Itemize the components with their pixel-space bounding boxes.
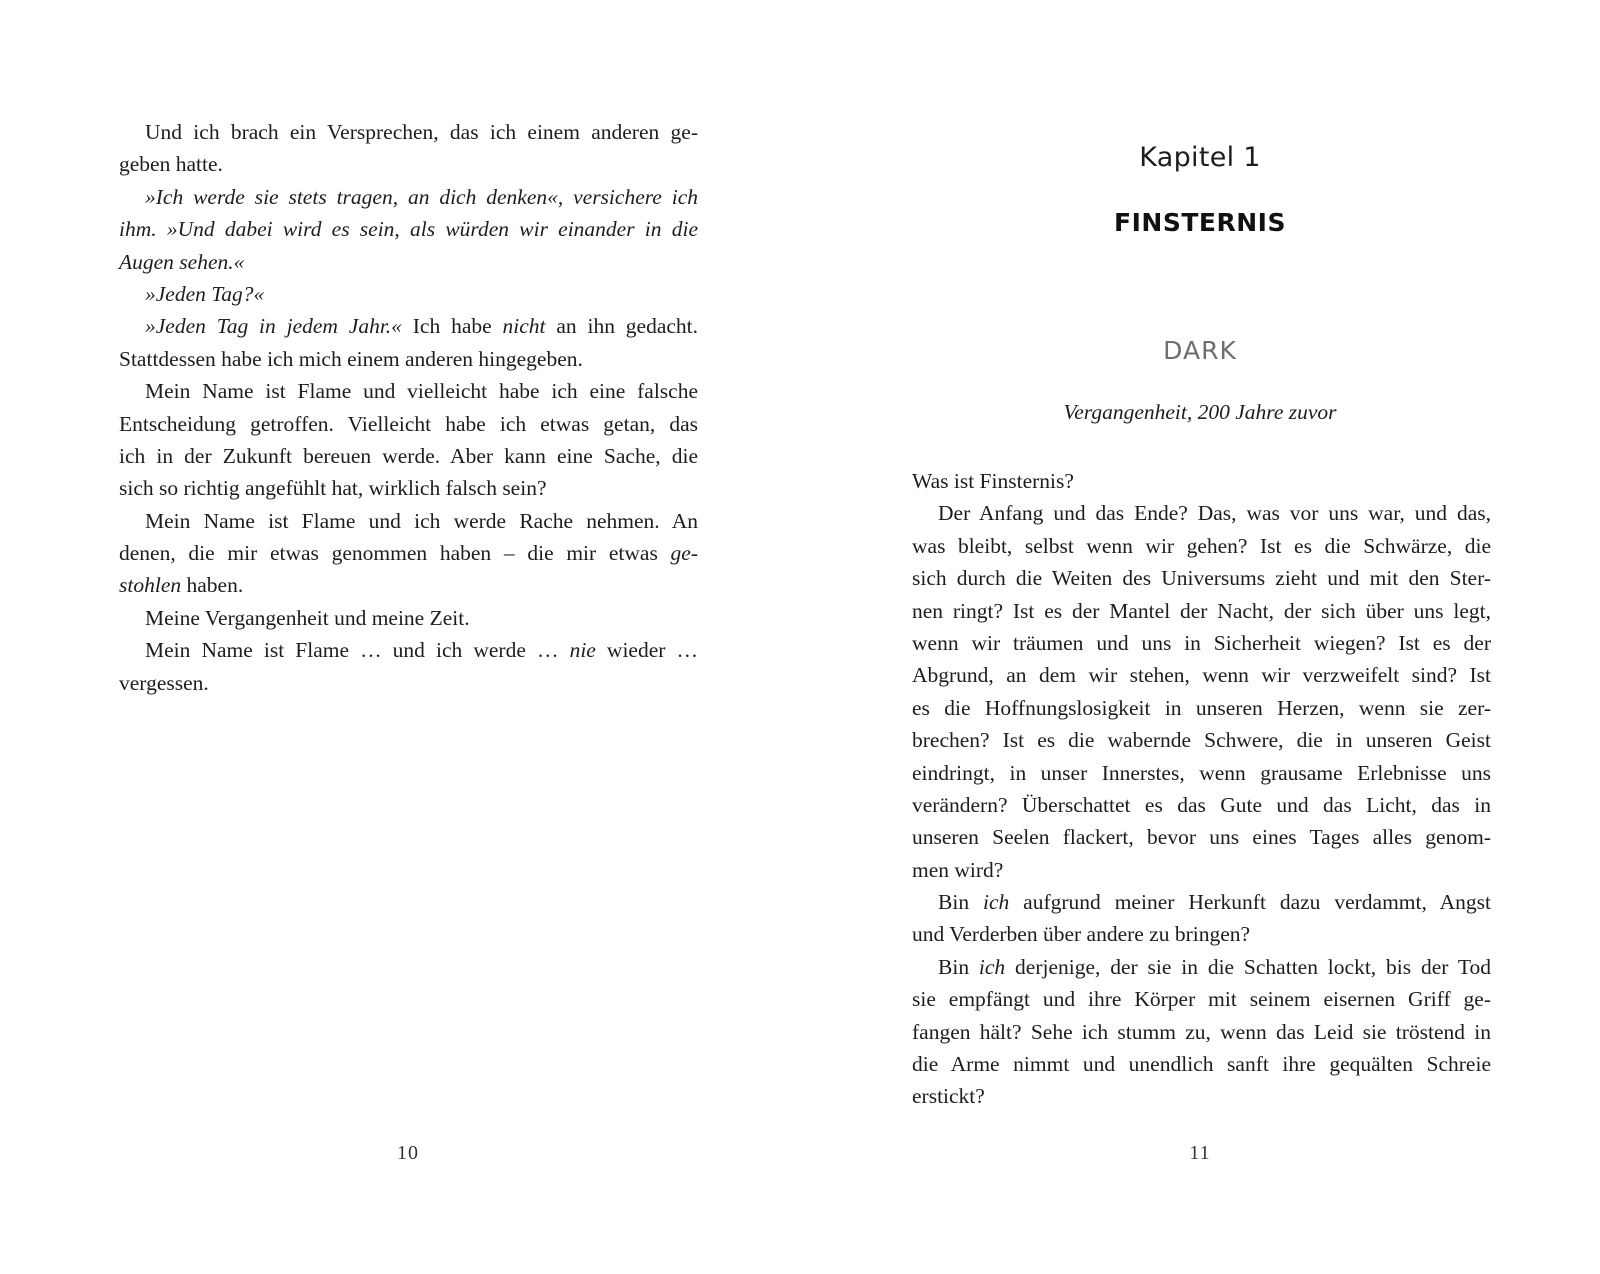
text-segment: sie empfängt und ihre Körper mit seinem eisernen Griff ge- <box>912 987 1491 1012</box>
italic-text-segment: »Jeden Tag in jedem Jahr.« <box>145 314 402 339</box>
text-segment: Mein Name ist Flame und ich werde Rache nehmen. An <box>145 508 698 533</box>
text-line <box>912 951 1491 983</box>
text-segment: nen ringt? Ist es der Mantel der Nacht, der sich über uns legt, <box>912 598 1491 623</box>
text-line <box>119 569 698 601</box>
text-segment: verändern? Überschattet es das Gute und das Licht, das in <box>912 792 1491 817</box>
text-line <box>912 497 1491 529</box>
text-line <box>912 789 1491 821</box>
text-segment: derjenige, der sie in die Schatten lockt, bis der Tod <box>1005 954 1491 979</box>
text-segment: was bleibt, selbst wenn wir gehen? Ist es die Schwärze, die <box>912 533 1491 558</box>
text-segment: eindringt, in unser Innerstes, wenn grausame Erlebnisse uns <box>912 760 1491 785</box>
text-line <box>119 408 698 440</box>
italic-text-segment: stohlen <box>119 573 182 598</box>
right-page-body-text <box>912 465 1491 1113</box>
text-line <box>912 724 1491 756</box>
text-segment: wieder … <box>595 638 699 663</box>
italic-text-segment: ge- <box>670 541 698 566</box>
text-line <box>119 634 698 666</box>
text-segment: Entscheidung getroffen. Vielleicht habe ich etwas getan, das <box>119 411 698 436</box>
text-line <box>119 375 698 407</box>
text-line <box>119 148 698 180</box>
text-segment: und Verderben über andere zu bringen? <box>912 922 1251 947</box>
text-line <box>119 602 698 634</box>
text-line <box>119 278 698 310</box>
text-line <box>912 983 1491 1015</box>
text-line <box>912 595 1491 627</box>
text-segment: denen, die mir etwas genommen haben – die mir etwas <box>119 541 671 566</box>
text-line <box>912 627 1491 659</box>
text-line <box>119 537 698 569</box>
text-segment: men wird? <box>912 857 1004 882</box>
text-line <box>912 886 1491 918</box>
text-segment: vergessen. <box>119 670 209 695</box>
text-line <box>119 310 698 342</box>
text-line <box>119 246 698 278</box>
text-line <box>912 821 1491 853</box>
text-line <box>912 918 1491 950</box>
text-segment: sich so richtig angefühlt hat, wirklich falsch sein? <box>119 476 547 501</box>
italic-text-segment: nicht <box>502 314 546 339</box>
text-segment: sich durch die Weiten des Universums zieht und mit den Ster- <box>912 566 1491 591</box>
text-segment: Abgrund, an dem wir stehen, wenn wir verzweifelt sind? Ist <box>912 663 1491 688</box>
text-segment: wenn wir träumen und uns in Sicherheit wiegen? Ist es der <box>912 630 1491 655</box>
italic-text-segment: ihm. »Und dabei wird es sein, als würden wir einander in die <box>119 217 698 242</box>
text-line <box>912 659 1491 691</box>
text-segment: Mein Name ist Flame … und ich werde … <box>145 638 570 663</box>
italic-text-segment: Augen sehen.« <box>119 249 245 274</box>
page-number-right: 11 <box>1189 1142 1211 1164</box>
italic-text-segment: ich <box>978 954 1006 979</box>
text-segment: haben. <box>181 573 244 598</box>
text-line <box>119 213 698 245</box>
chapter-title: FINSTERNIS <box>1114 208 1286 237</box>
text-line <box>912 1080 1491 1112</box>
text-segment: brechen? Ist es die wabernde Schwere, die in unseren Geist <box>912 728 1491 753</box>
text-segment: geben hatte. <box>119 152 223 177</box>
text-segment: aufgrund meiner Herkunft dazu verdammt, Angst <box>1009 890 1491 915</box>
text-line <box>119 667 698 699</box>
italic-text-segment: ich <box>982 890 1010 915</box>
time-setting-label: Vergangenheit, 200 Jahre zuvor <box>1063 400 1337 424</box>
text-line <box>119 472 698 504</box>
italic-text-segment: nie <box>569 638 596 663</box>
text-segment: an ihn gedacht. <box>545 314 699 339</box>
text-segment: ich in der Zukunft bereuen werde. Aber kann eine Sache, die <box>119 443 698 468</box>
text-segment: Ich habe <box>401 314 503 339</box>
text-line <box>912 854 1491 886</box>
text-line <box>912 692 1491 724</box>
text-line <box>912 1016 1491 1048</box>
text-line <box>912 1048 1491 1080</box>
text-line <box>119 440 698 472</box>
left-page-body-text <box>119 116 698 699</box>
text-line <box>912 530 1491 562</box>
text-line <box>119 343 698 375</box>
text-segment: Bin <box>938 954 979 979</box>
text-segment: Der Anfang und das Ende? Das, was vor uns war, und das, <box>938 501 1491 526</box>
text-segment: Und ich brach ein Versprechen, das ich einem anderen ge- <box>145 120 698 144</box>
text-line <box>119 505 698 537</box>
page-number-left: 10 <box>397 1142 419 1164</box>
pov-character-label: DARK <box>1163 336 1237 365</box>
text-segment: fangen hält? Sehe ich stumm zu, wenn das Leid sie tröstend in <box>912 1019 1491 1044</box>
text-segment: Stattdessen habe ich mich einem anderen hingegeben. <box>119 346 583 371</box>
right-page <box>800 0 1600 1274</box>
text-line <box>119 116 698 148</box>
text-segment: Was ist Finsternis? <box>912 469 1074 493</box>
italic-text-segment: »Ich werde sie stets tragen, an dich denken«, versichere ich <box>145 184 698 209</box>
text-segment: es die Hoffnungslosigkeit in unseren Herzen, wenn sie zer- <box>912 695 1491 720</box>
chapter-label: Kapitel 1 <box>1139 142 1261 173</box>
text-line <box>912 562 1491 594</box>
text-line <box>119 181 698 213</box>
italic-text-segment: »Jeden Tag?« <box>145 281 265 306</box>
text-segment: die Arme nimmt und unendlich sanft ihre gequälten Schreie <box>912 1052 1491 1077</box>
text-segment: Bin <box>938 890 983 915</box>
text-line <box>912 465 1491 497</box>
text-line <box>912 757 1491 789</box>
text-segment: unseren Seelen flackert, bevor uns eines Tages alles genom- <box>912 825 1491 850</box>
text-segment: erstickt? <box>912 1084 985 1109</box>
text-segment: Mein Name ist Flame und vielleicht habe ich eine falsche <box>145 379 698 404</box>
text-segment: Meine Vergangenheit und meine Zeit. <box>145 605 470 630</box>
